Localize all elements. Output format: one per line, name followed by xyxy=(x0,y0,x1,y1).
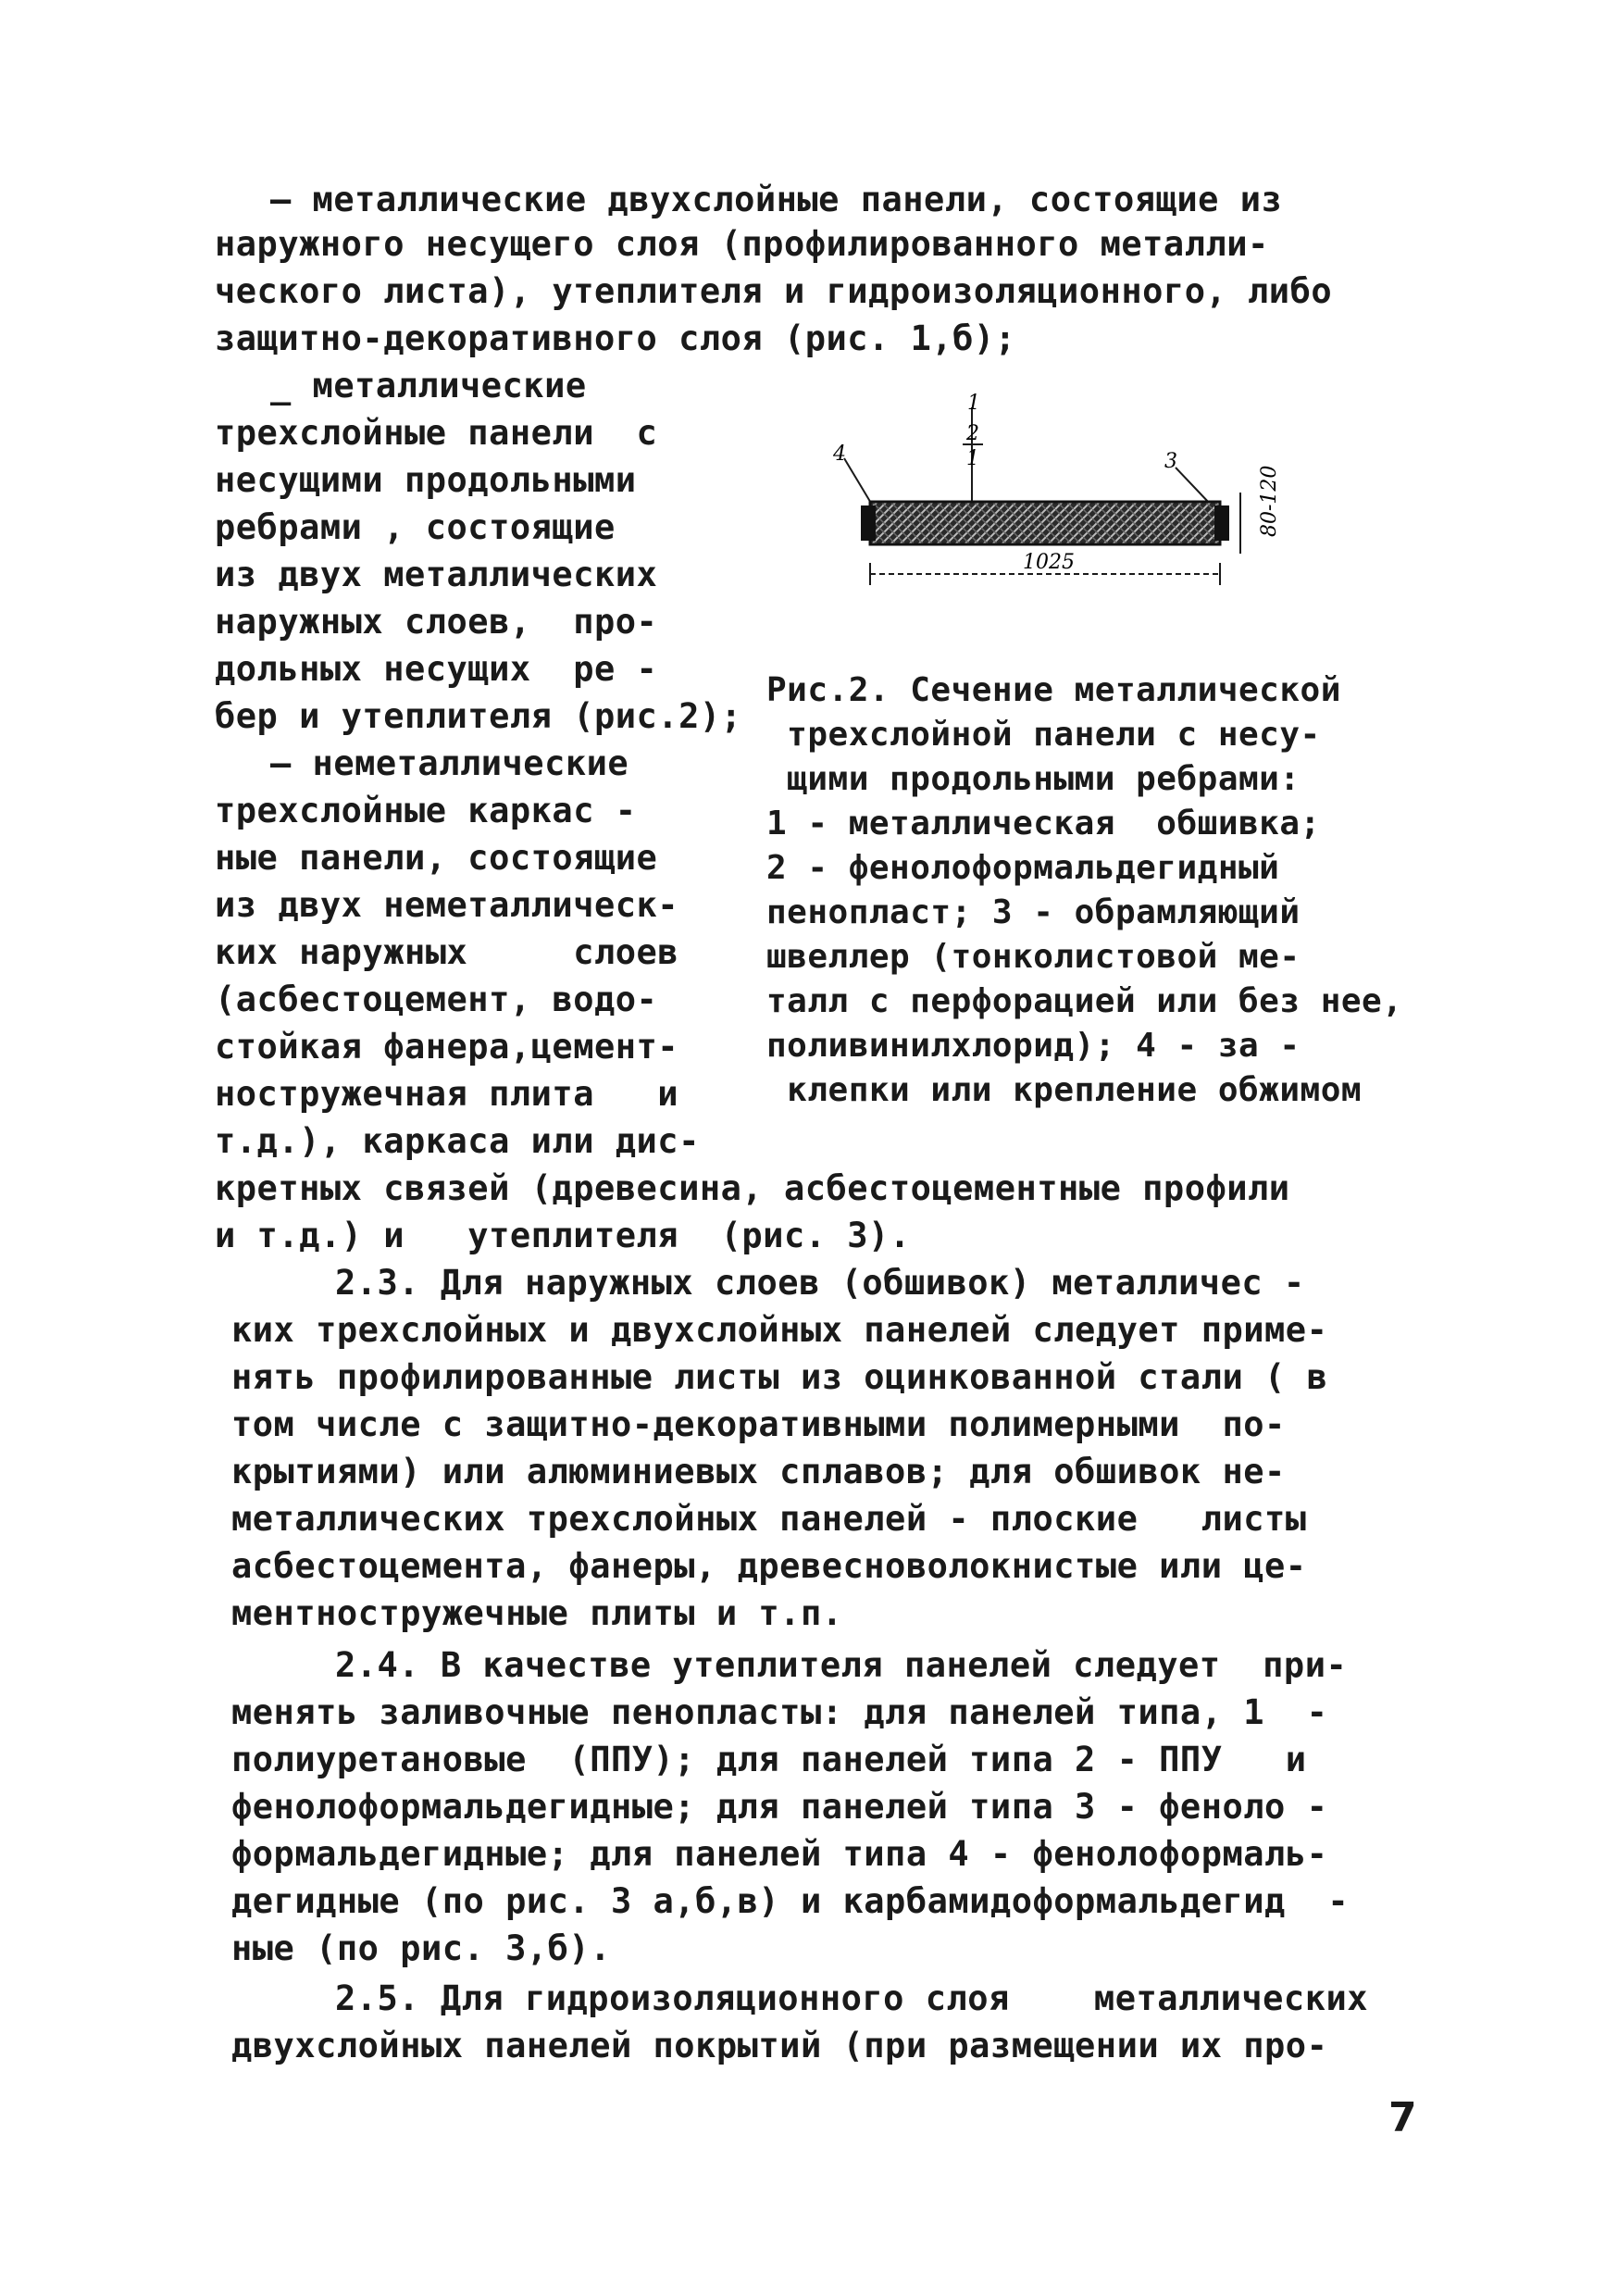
text-line: (асбестоцемент, водо- xyxy=(215,980,658,1019)
text-line: ких наружных слоев xyxy=(215,932,679,972)
text-line: двухслойных панелей покрытий (при размещении их про- xyxy=(231,2026,1328,2065)
text-line: наружных слоев, про- xyxy=(215,602,658,642)
text-line: фенолоформальдегидные; для панелей типа 3 - феноло - xyxy=(231,1787,1328,1827)
label-4: 4 xyxy=(833,443,846,466)
caption-line: пенопласт; 3 - обрамляющий xyxy=(766,893,1301,931)
caption-line: клепки или крепление обжимом xyxy=(766,1071,1363,1109)
text-line: защитно-декоративного слоя (рис. 1,б); xyxy=(215,318,1016,358)
text-line: формальдегидные; для панелей типа 4 - фенолоформаль- xyxy=(231,1834,1328,1874)
caption-line: швеллер (тонколистовой ме- xyxy=(766,938,1301,976)
caption-line: трехслойной панели с несу- xyxy=(766,716,1321,754)
text-line: ностружечная плита и xyxy=(215,1074,679,1114)
text-line: _ металлические xyxy=(270,366,587,406)
text-line: ческого листа), утеплителя и гидроизоляционного, либо xyxy=(215,271,1333,311)
text-line: нять профилированные листы из оцинкованной стали ( в xyxy=(231,1357,1328,1397)
text-line: бер и утеплителя (рис.2); xyxy=(215,696,742,736)
text-line: трехслойные панели с xyxy=(215,413,658,453)
text-line: из двух металлических xyxy=(215,555,658,594)
caption-line: Рис.2. Сечение металлической xyxy=(766,671,1341,709)
caption-line: щими продольными ребрами: xyxy=(766,760,1301,798)
text-line: ких трехслойных и двухслойных панелей следует приме- xyxy=(231,1310,1328,1350)
text-line: ментностружечные плиты и т.п. xyxy=(231,1593,843,1633)
text-line: 2.5. Для гидроизоляционного слоя металлических xyxy=(335,1978,1369,2018)
text-line: металлических трехслойных панелей - плоские листы xyxy=(231,1499,1307,1539)
text-line: трехслойные каркас - xyxy=(215,791,637,830)
text-line: 2.4. В качестве утеплителя панелей следует при- xyxy=(335,1645,1348,1685)
text-line: полиуретановые (ППУ); для панелей типа 2 - ППУ и xyxy=(231,1740,1307,1779)
right-edge-channel xyxy=(1214,505,1229,541)
text-line: ные (по рис. 3,б). xyxy=(231,1928,611,1968)
label-3: 3 xyxy=(1164,450,1177,473)
caption-line: талл с перфорацией или без нее, xyxy=(766,982,1403,1020)
panel-section-figure xyxy=(833,389,1314,620)
text-line: асбестоцемента, фанеры, древесноволокнистые или це- xyxy=(231,1546,1307,1586)
text-line: крытиями) или алюминиевых сплавов; для обшивок не- xyxy=(231,1452,1286,1491)
width-dimension-label: 1025 xyxy=(1023,551,1075,574)
text-line: из двух неметаллическ- xyxy=(215,885,679,925)
leader-line-4 xyxy=(844,458,872,505)
label-2: 2 xyxy=(966,422,979,445)
caption-line: поливинилхлорид); 4 - за - xyxy=(766,1027,1301,1065)
text-line: стойкая фанера,цемент- xyxy=(215,1027,679,1067)
text-line: дольных несущих ре - xyxy=(215,649,658,689)
text-line: т.д.), каркаса или дис- xyxy=(215,1121,700,1161)
label-1: 1 xyxy=(966,447,979,470)
text-line: том числе с защитно-декоративными полимерными по- xyxy=(231,1404,1286,1444)
text-line: и т.д.) и утеплителя (рис. 3). xyxy=(215,1216,911,1255)
text-line: наружного несущего слоя (профилированного металли- xyxy=(215,224,1269,264)
text-line: ребрами , состоящие xyxy=(215,507,616,547)
text-line: — неметаллические xyxy=(270,743,629,783)
caption-line: 1 - металлическая обшивка; xyxy=(766,805,1321,842)
panel-body xyxy=(870,502,1220,544)
text-line: несущими продольными xyxy=(215,460,637,500)
text-line: ные панели, состоящие xyxy=(215,838,658,878)
caption-line: 2 - фенолоформальдегидный xyxy=(766,849,1280,887)
text-line: менять заливочные пенопласты: для панелей типа, 1 - xyxy=(231,1692,1328,1732)
text-line: дегидные (по рис. 3 а,б,в) и карбамидоформальдегид - xyxy=(231,1881,1350,1921)
text-line: — металлические двухслойные панели, состоящие из xyxy=(270,180,1283,219)
text-line: кретных связей (древесина, асбестоцементные профили xyxy=(215,1168,1290,1208)
label-1-top: 1 xyxy=(967,392,980,415)
left-edge-channel xyxy=(861,505,876,541)
page-number: 7 xyxy=(1388,2094,1417,2141)
text-line: 2.3. Для наружных слоев (обшивок) металличес - xyxy=(335,1263,1305,1303)
height-dimension-label: 80-120 xyxy=(1258,465,1281,537)
leader-line-3 xyxy=(1176,468,1211,505)
